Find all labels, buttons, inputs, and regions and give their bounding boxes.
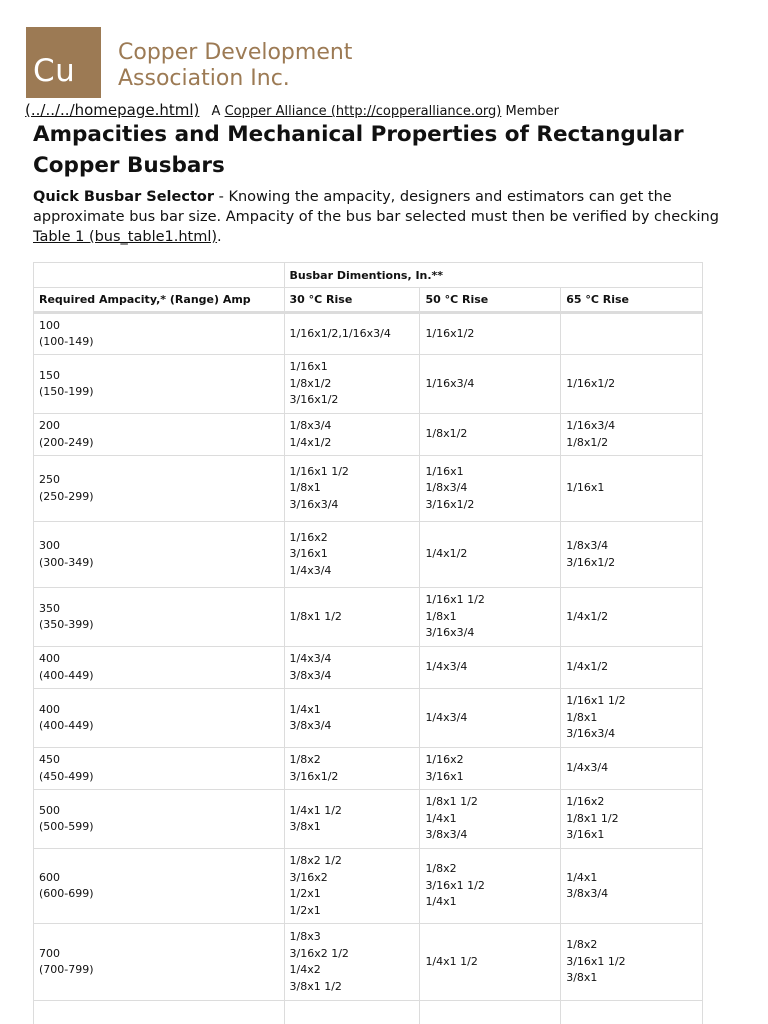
cell-65c: 1/16x1/2 (561, 355, 703, 414)
cell-ampacity: 450 (450-499) (34, 748, 285, 790)
table-row (34, 456, 703, 522)
cell-65c: 1/4x1 3/8x3/4 (561, 849, 703, 924)
cell-50c: 1/8x1 1/2 1/4x1 3/8x3/4 (420, 790, 561, 849)
col-header-ampacity: Required Ampacity,* (Range) Amp (34, 288, 285, 313)
cell-ampacity (34, 1001, 285, 1024)
cell-ampacity: 600 (600-699) (34, 849, 285, 924)
member-a-word: A (211, 104, 221, 119)
cell-50c: 1/8x2 3/16x1 1/2 1/4x1 (420, 849, 561, 924)
cell-ampacity: 250 (250-299) (34, 456, 285, 522)
cell-65c: 1/16x2 1/8x1 1/2 3/16x1 (561, 790, 703, 849)
member-line (25, 101, 559, 119)
cell-ampacity: 300 (300-349) (34, 522, 285, 588)
cell-ampacity: 150 (150-199) (34, 355, 285, 414)
cell-50c: 1/8x1/2 (420, 414, 561, 456)
busbar-dimensions-header: Busbar Dimentions, In.** (284, 263, 702, 288)
cell-65c: 1/16x3/4 1/8x1/2 (561, 414, 703, 456)
intro-end: . (217, 229, 222, 245)
cell-ampacity: 500 (500-599) (34, 790, 285, 849)
cell-30c: 1/16x1/2,1/16x3/4 (284, 313, 420, 355)
cell-30c: 1/4x1 1/2 3/8x1 (284, 790, 420, 849)
table-row (34, 790, 703, 849)
cell-50c: 1/16x1 1/8x3/4 3/16x1/2 (420, 456, 561, 522)
cell-50c: 1/16x2 3/16x1 (420, 748, 561, 790)
intro-text: - Knowing the ampacity, designers and estimators can get the approximate bus bar size. Ampacity of the bus bar selected must then be verified by checking (33, 189, 719, 225)
cell-65c: 1/4x1/2 (561, 588, 703, 647)
col-header-65c: 65 °C Rise (561, 288, 703, 313)
table-row (34, 647, 703, 689)
cell-30c: 1/8x3/4 1/4x1/2 (284, 414, 420, 456)
cell-ampacity: 700 (700-799) (34, 924, 285, 1001)
cell-50c: 1/16x1 1/2 1/8x1 3/16x3/4 (420, 588, 561, 647)
cell-50c (420, 1001, 561, 1024)
table-body (34, 313, 703, 1024)
logo-name-line2: Association Inc. (118, 66, 290, 91)
table-row (34, 355, 703, 414)
logo-name (118, 40, 352, 92)
copper-alliance-link[interactable]: Copper Alliance (http://copperalliance.org) (224, 104, 502, 119)
table-group-header-row (34, 263, 703, 288)
col-header-30c: 30 °C Rise (284, 288, 420, 313)
cell-30c: 1/4x1 3/8x3/4 (284, 689, 420, 748)
cell-30c: 1/16x1 1/2 1/8x1 3/16x3/4 (284, 456, 420, 522)
cell-30c: 1/8x2 3/16x1/2 (284, 748, 420, 790)
cell-50c: 1/4x1 1/2 (420, 924, 561, 1001)
cell-30c: 1/16x2 3/16x1 1/4x3/4 (284, 522, 420, 588)
cell-50c: 1/16x1/2 (420, 313, 561, 355)
cell-ampacity: 350 (350-399) (34, 588, 285, 647)
table-column-header-row (34, 288, 703, 313)
logo-symbol: Cu (33, 53, 76, 89)
cell-30c (284, 1001, 420, 1024)
cell-ampacity: 400 (400-449) (34, 647, 285, 689)
cell-30c: 1/16x1 1/8x1/2 3/16x1/2 (284, 355, 420, 414)
table-row (34, 588, 703, 647)
table1-link[interactable]: Table 1 (bus_table1.html) (33, 229, 218, 245)
cell-ampacity: 200 (200-249) (34, 414, 285, 456)
col-header-50c: 50 °C Rise (420, 288, 561, 313)
cell-30c: 1/8x3 3/16x2 1/2 1/4x2 3/8x1 1/2 (284, 924, 420, 1001)
intro-bold: Quick Busbar Selector (33, 189, 214, 205)
table-row (34, 313, 703, 355)
cell-50c: 1/4x3/4 (420, 647, 561, 689)
cell-ampacity: 100 (100-149) (34, 313, 285, 355)
cell-65c (561, 1001, 703, 1024)
cell-65c (561, 313, 703, 355)
table-row (34, 924, 703, 1001)
homepage-link[interactable]: (../../../homepage.html) (25, 101, 200, 119)
cell-65c: 1/16x1 1/2 1/8x1 3/16x3/4 (561, 689, 703, 748)
cell-65c: 1/4x1/2 (561, 647, 703, 689)
table-row (34, 748, 703, 790)
member-word: Member (505, 104, 559, 119)
cell-65c: 1/8x2 3/16x1 1/2 3/8x1 (561, 924, 703, 1001)
table-row (34, 522, 703, 588)
page-title: Ampacities and Mechanical Properties of Rectangular Copper Busbars (33, 122, 684, 178)
table-row (34, 689, 703, 748)
logo-name-line1: Copper Development (118, 40, 353, 65)
cell-65c: 1/4x3/4 (561, 748, 703, 790)
cell-30c: 1/4x3/4 3/8x3/4 (284, 647, 420, 689)
table-row (34, 1001, 703, 1024)
cell-30c: 1/8x1 1/2 (284, 588, 420, 647)
cell-50c: 1/4x1/2 (420, 522, 561, 588)
cell-30c: 1/8x2 1/2 3/16x2 1/2x1 1/2x1 (284, 849, 420, 924)
table-header-empty (34, 263, 285, 288)
cell-ampacity: 400 (400-449) (34, 689, 285, 748)
cell-50c: 1/4x3/4 (420, 689, 561, 748)
intro-paragraph (33, 187, 733, 247)
table-row (34, 414, 703, 456)
table-row (34, 849, 703, 924)
cda-logo (26, 27, 101, 98)
cell-65c: 1/16x1 (561, 456, 703, 522)
cell-65c: 1/8x3/4 3/16x1/2 (561, 522, 703, 588)
cell-50c: 1/16x3/4 (420, 355, 561, 414)
busbar-selector-table (33, 262, 703, 1024)
